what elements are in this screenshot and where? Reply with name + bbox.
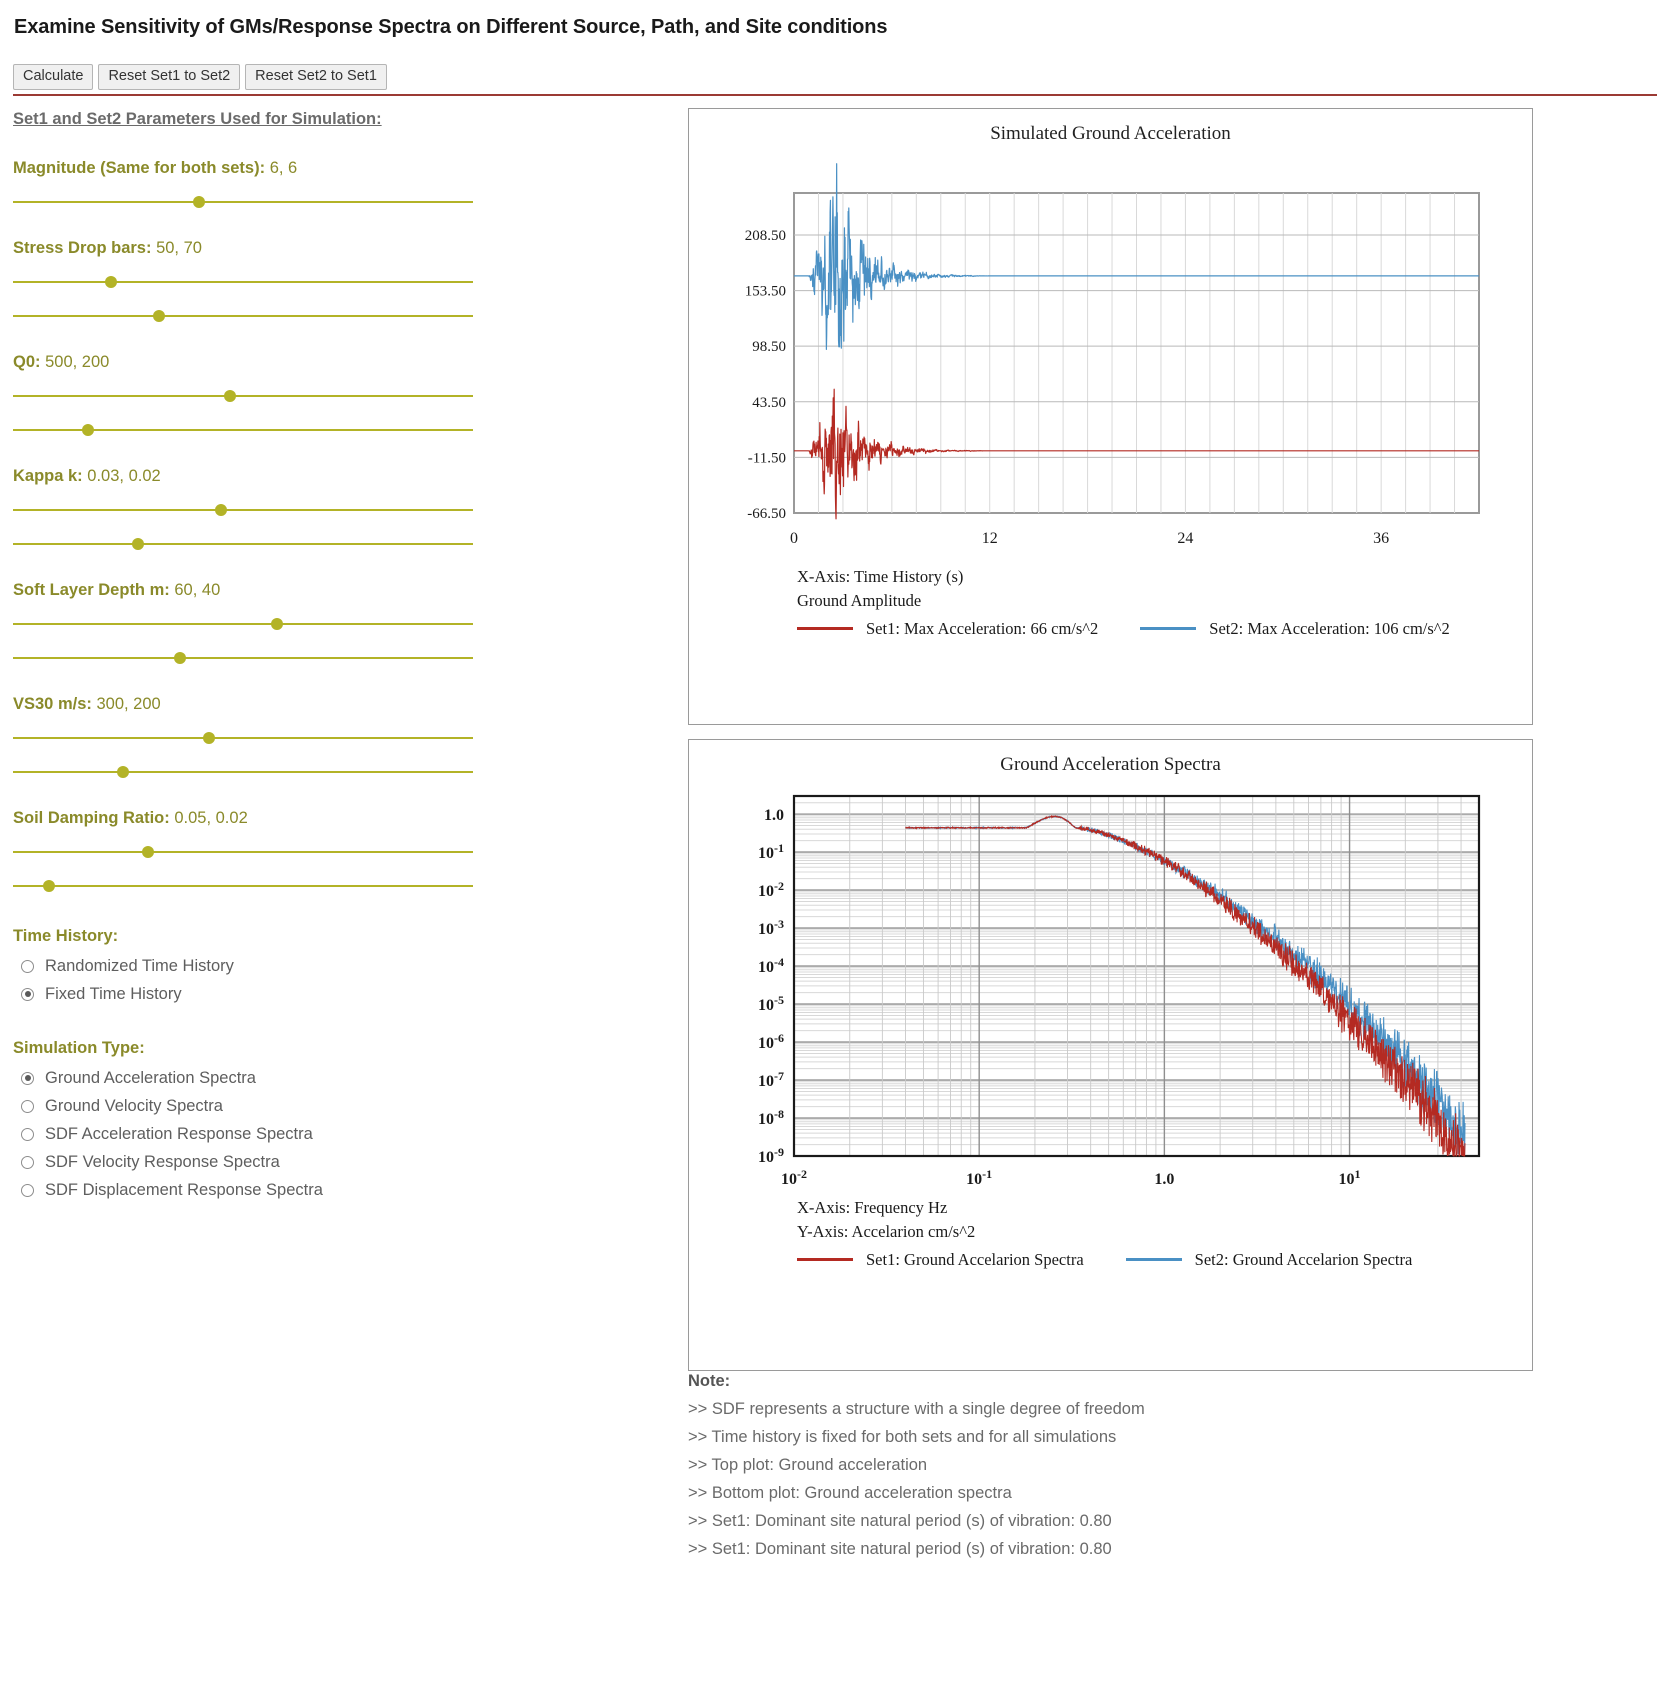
svg-text:10-8: $10^{-8}$: [758, 1107, 784, 1129]
chart-legend: [797, 1250, 1532, 1270]
header-divider: [13, 94, 1657, 96]
slider-vs30-set2[interactable]: [13, 765, 473, 779]
parameters-heading: Set1 and Set2 Parameters Used for Simulation:: [13, 110, 382, 128]
time-history-title: Time History:: [13, 927, 119, 945]
parameter-label: VS30 m/s: 300, 200: [13, 695, 161, 713]
parameter-label: Kappa k: 0.03, 0.02: [13, 467, 161, 485]
note-line: >> Time history is fixed for both sets and for all simulations: [688, 1428, 1117, 1446]
slider-track: [13, 509, 473, 511]
radio-button-icon[interactable]: [21, 1184, 34, 1197]
simulated-ground-acceleration-chart: [688, 108, 1533, 725]
svg-text:98.50: 98.50: [752, 339, 786, 356]
radio-button-icon[interactable]: [21, 1128, 34, 1141]
parameter-q0: [0, 353, 680, 437]
radio-fixed-time-history[interactable]: [13, 983, 680, 1005]
legend-item-set2: [1140, 619, 1450, 639]
parameter-label: Soft Layer Depth m: 60, 40: [13, 581, 221, 599]
radio-ground-acceleration-spectra[interactable]: [13, 1067, 680, 1089]
svg-text:10-1: $10^{-1}$: [966, 1167, 993, 1188]
slider-stress-drop-set1[interactable]: [13, 275, 473, 289]
svg-text:101: $10^1$: [1338, 1167, 1361, 1188]
reset-set2-to-set1-button[interactable]: Reset Set2 to Set1: [245, 64, 387, 90]
x-axis-caption: X-Axis: Time History (s): [797, 567, 964, 586]
notes-heading: Note:: [688, 1372, 731, 1390]
svg-text:1.0: 1.0: [764, 807, 784, 825]
slider-q0-set1[interactable]: [13, 389, 473, 403]
parameter-magnitude: [0, 159, 680, 209]
svg-text:-66.50: -66.50: [747, 506, 786, 522]
svg-text:10-2: $10^{-2}$: [781, 1167, 807, 1188]
legend-label-set2: Set2: Max Acceleration: 106 cm/s^2: [1209, 618, 1450, 638]
reset-set1-to-set2-button[interactable]: Reset Set1 to Set2: [98, 64, 240, 90]
parameters-panel: [0, 104, 680, 1207]
legend-swatch-set2: [1126, 1258, 1182, 1261]
slider-thumb[interactable]: [43, 880, 55, 892]
slider-track: [13, 543, 473, 545]
svg-text:0: 0: [790, 530, 798, 547]
radio-label: SDF Velocity Response Spectra: [45, 1152, 280, 1171]
y-axis-caption: Y-Axis: Accelarion cm/s^2: [797, 1221, 976, 1241]
charts-panel: [688, 108, 1533, 1371]
radio-label: Ground Velocity Spectra: [45, 1096, 223, 1115]
simulation-type-group: [13, 1039, 680, 1201]
slider-track: [13, 281, 473, 283]
notes-section: [688, 1372, 1588, 1568]
parameter-value: 500, 200: [45, 353, 110, 371]
parameter-label: Magnitude (Same for both sets): 6, 6: [13, 159, 298, 177]
note-line: >> Bottom plot: Ground acceleration spectra: [688, 1484, 1012, 1502]
note-line: >> Set1: Dominant site natural period (s) of vibration: 0.80: [688, 1512, 1112, 1530]
svg-text:-11.50: -11.50: [747, 450, 786, 467]
svg-text:24: 24: [1177, 530, 1194, 547]
slider-magnitude-set1[interactable]: [13, 195, 473, 209]
parameter-stress-drop: [0, 239, 680, 323]
slider-thumb[interactable]: [142, 846, 154, 858]
slider-track: [13, 851, 473, 853]
radio-label: Randomized Time History: [45, 956, 234, 975]
svg-text:10-6: $10^{-6}$: [758, 1031, 784, 1053]
slider-thumb[interactable]: [224, 390, 236, 402]
radio-button-selected-icon[interactable]: [21, 988, 34, 1001]
legend-label-set1: Set1: Ground Accelarion Spectra: [866, 1249, 1084, 1269]
slider-track: [13, 657, 473, 659]
radio-sdf-displacement-response-spectra[interactable]: [13, 1179, 680, 1201]
svg-text:12: 12: [981, 530, 998, 547]
svg-text:208.50: 208.50: [744, 227, 786, 244]
radio-label: SDF Acceleration Response Spectra: [45, 1124, 313, 1143]
svg-text:10-5: $10^{-5}$: [758, 993, 784, 1015]
slider-stress-drop-set2[interactable]: [13, 309, 473, 323]
slider-track: [13, 771, 473, 773]
radio-ground-velocity-spectra[interactable]: [13, 1095, 680, 1117]
parameter-value: 50, 70: [156, 239, 202, 257]
slider-track: [13, 885, 473, 887]
legend-item-set2: [1126, 1250, 1413, 1270]
legend-swatch-set1: [797, 627, 853, 630]
radio-button-selected-icon[interactable]: [21, 1072, 34, 1085]
slider-soft-layer-depth-set2[interactable]: [13, 651, 473, 665]
time-history-group: [13, 927, 680, 1005]
slider-vs30-set1[interactable]: [13, 731, 473, 745]
radio-button-icon[interactable]: [21, 1156, 34, 1169]
svg-text:36: 36: [1373, 530, 1390, 547]
calculate-button[interactable]: Calculate: [13, 64, 93, 90]
legend-swatch-set1: [797, 1258, 853, 1261]
parameter-label: Stress Drop bars: 50, 70: [13, 239, 202, 257]
slider-thumb[interactable]: [117, 766, 129, 778]
slider-track: [13, 623, 473, 625]
slider-thumb[interactable]: [271, 618, 283, 630]
toolbar: [13, 64, 387, 90]
parameter-value: 0.03, 0.02: [87, 467, 161, 485]
svg-text:10-7: $10^{-7}$: [758, 1069, 784, 1091]
note-line: >> SDF represents a structure with a single degree of freedom: [688, 1400, 1145, 1418]
radio-sdf-acceleration-response-spectra[interactable]: [13, 1123, 680, 1145]
slider-track: [13, 201, 473, 203]
parameter-soil-damping-ratio: [0, 809, 680, 893]
svg-text:1.0: 1.0: [1154, 1171, 1175, 1188]
slider-thumb[interactable]: [215, 504, 227, 516]
chart-title: Simulated Ground Acceleration: [990, 123, 1231, 144]
note-line: >> Set1: Dominant site natural period (s) of vibration: 0.80: [688, 1540, 1112, 1558]
svg-text:10-4: $10^{-4}$: [758, 955, 784, 977]
chart-legend: [797, 619, 1532, 639]
slider-thumb[interactable]: [193, 196, 205, 208]
radio-label: SDF Displacement Response Spectra: [45, 1180, 323, 1199]
slider-track: [13, 315, 473, 317]
slider-thumb[interactable]: [174, 652, 186, 664]
ground-acceleration-spectra-chart: [688, 739, 1533, 1371]
svg-text:153.50: 153.50: [744, 283, 786, 300]
radio-button-icon[interactable]: [21, 1100, 34, 1113]
slider-track: [13, 737, 473, 739]
slider-thumb[interactable]: [203, 732, 215, 744]
svg-text:10-2: $10^{-2}$: [758, 879, 784, 901]
slider-thumb[interactable]: [105, 276, 117, 288]
slider-kappa-set2[interactable]: [13, 537, 473, 551]
note-line: >> Top plot: Ground acceleration: [688, 1456, 928, 1474]
legend-item-set1: [797, 1250, 1084, 1270]
parameter-vs30: [0, 695, 680, 779]
parameter-value: 60, 40: [174, 581, 221, 599]
svg-text:43.50: 43.50: [752, 394, 786, 411]
slider-thumb[interactable]: [82, 424, 94, 436]
slider-soft-layer-depth-set1[interactable]: [13, 617, 473, 631]
radio-sdf-velocity-response-spectra[interactable]: [13, 1151, 680, 1173]
time-history-plot: [689, 145, 1532, 565]
svg-text:10-1: $10^{-1}$: [758, 841, 784, 863]
parameter-value: 300, 200: [96, 695, 161, 713]
slider-soil-damping-set1[interactable]: [13, 845, 473, 859]
slider-thumb[interactable]: [153, 310, 165, 322]
spectra-plot-svg: [689, 776, 1532, 1196]
parameter-kappa: [0, 467, 680, 551]
simulation-type-title: Simulation Type:: [13, 1039, 145, 1057]
slider-thumb[interactable]: [132, 538, 144, 550]
y-axis-caption: Ground Amplitude: [797, 590, 922, 610]
slider-kappa-set1[interactable]: [13, 503, 473, 517]
legend-swatch-set2: [1140, 627, 1196, 630]
legend-label-set1: Set1: Max Acceleration: 66 cm/s^2: [866, 618, 1099, 638]
parameter-soft-layer-depth: [0, 581, 680, 665]
slider-q0-set2[interactable]: [13, 423, 473, 437]
page-title: Examine Sensitivity of GMs/Response Spectra on Different Source, Path, and Site conditions: [14, 16, 888, 38]
svg-text:10-3: $10^{-3}$: [758, 917, 784, 939]
svg-text:10-9: $10^{-9}$: [758, 1145, 784, 1166]
chart-title: Ground Acceleration Spectra: [1000, 754, 1221, 775]
parameter-label: Soil Damping Ratio: 0.05, 0.02: [13, 809, 248, 827]
legend-item-set1: [797, 619, 1098, 639]
time-history-plot-svg: [689, 145, 1532, 565]
parameter-value: 6, 6: [269, 159, 298, 177]
parameter-label: Q0: 500, 200: [13, 353, 110, 371]
parameter-value: 0.05, 0.02: [174, 809, 248, 827]
slider-track: [13, 395, 473, 397]
x-axis-caption: X-Axis: Frequency Hz: [797, 1198, 948, 1217]
slider-soil-damping-set2[interactable]: [13, 879, 473, 893]
spectra-plot: [689, 776, 1532, 1196]
radio-button-icon[interactable]: [21, 960, 34, 973]
radio-label: Ground Acceleration Spectra: [45, 1068, 256, 1087]
legend-label-set2: Set2: Ground Accelarion Spectra: [1194, 1249, 1413, 1269]
radio-label: Fixed Time History: [45, 984, 182, 1003]
radio-randomized-time-history[interactable]: [13, 955, 680, 977]
